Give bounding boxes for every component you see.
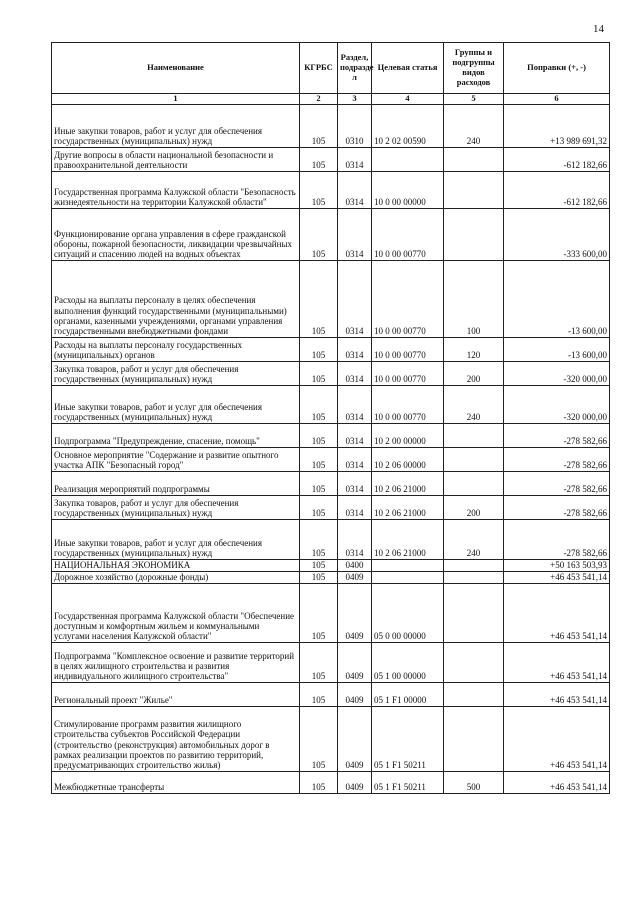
row-kgrbs: 105 [300,471,338,495]
row-amount: +50 163 503,93 [504,559,610,571]
row-kgrbs: 105 [300,559,338,571]
row-article: 05 1 F1 50211 [372,771,444,793]
table-body [52,104,610,793]
row-section: 0409 [338,771,372,793]
row-section: 0409 [338,583,372,642]
page-number: 14 [593,23,604,35]
row-kgrbs: 105 [300,423,338,447]
table-row [52,260,610,337]
header-amount: Поправки (+, -) [504,43,610,94]
header-kgrbs: КГРБС [300,43,338,94]
row-article: 10 0 00 00770 [372,260,444,337]
table-row [52,571,610,583]
table-row [52,447,610,471]
row-article: 10 2 06 00000 [372,447,444,471]
header-group: Группы и подгруппы видов расходов [444,43,504,94]
row-group [444,171,504,208]
row-name: Иные закупки товаров, работ и услуг для обеспечения государственных (муниципальных) нужд [52,104,300,147]
row-article: 05 1 00 00000 [372,642,444,682]
row-kgrbs: 105 [300,571,338,583]
row-group [444,706,504,771]
row-group [444,682,504,706]
row-article: 05 0 00 00000 [372,583,444,642]
header-name: Наименование [52,43,300,94]
row-section: 0314 [338,447,372,471]
row-amount: +46 453 541,14 [504,682,610,706]
row-amount: -278 582,66 [504,447,610,471]
row-kgrbs: 105 [300,447,338,471]
row-group [444,471,504,495]
row-name: Региональный проект "Жилье" [52,682,300,706]
row-name: Другие вопросы в области национальной безопасности и правоохранительной деятельности [52,147,300,171]
row-section: 0310 [338,104,372,147]
row-amount: -612 182,66 [504,147,610,171]
row-name: Закупка товаров, работ и услуг для обеспечения государственных (муниципальных) нужд [52,361,300,385]
row-section: 0314 [338,147,372,171]
header-section: Раздел, подразде л [338,43,372,94]
budget-table [51,42,610,794]
row-name: Государственная программа Калужской области "Безопасность жизнедеятельности на территории Калужской области" [52,171,300,208]
row-amount: -320 000,00 [504,385,610,423]
table-row [52,642,610,682]
row-amount: -320 000,00 [504,361,610,385]
row-kgrbs: 105 [300,771,338,793]
row-amount: -278 582,66 [504,495,610,519]
row-group [444,571,504,583]
row-group: 120 [444,337,504,361]
row-name: Подпрограмма "Предупреждение, спасение, помощь" [52,423,300,447]
column-number-row [52,94,610,105]
table-row [52,471,610,495]
table-row [52,682,610,706]
row-amount: +46 453 541,14 [504,771,610,793]
row-section: 0409 [338,682,372,706]
row-amount: -278 582,66 [504,471,610,495]
header-article: Целевая статья [372,43,444,94]
row-amount: -333 600,00 [504,208,610,260]
row-name: Межбюджетные трансферты [52,771,300,793]
row-kgrbs: 105 [300,361,338,385]
column-number: 6 [504,94,610,105]
row-article: 10 2 06 21000 [372,471,444,495]
row-kgrbs: 105 [300,642,338,682]
row-section: 0409 [338,706,372,771]
row-section: 0314 [338,208,372,260]
row-section: 0314 [338,361,372,385]
table-row [52,519,610,559]
row-section: 0314 [338,495,372,519]
row-article [372,559,444,571]
row-amount: +46 453 541,14 [504,642,610,682]
table-row [52,771,610,793]
row-name: Реализация мероприятий подпрограммы [52,471,300,495]
row-article: 10 0 00 00770 [372,208,444,260]
row-kgrbs: 105 [300,171,338,208]
row-group: 240 [444,104,504,147]
row-name: Расходы на выплаты персоналу в целях обеспечения выполнения функций государственными (муниципальными) органами, казенными учреждениями, органами управления государственными внебюджетными фондами [52,260,300,337]
row-group [444,147,504,171]
row-name: Функционирование органа управления в сфере гражданской обороны, пожарной безопасности, ликвидации чрезвычайных ситуаций и спасению людей на водных объектах [52,208,300,260]
row-section: 0314 [338,171,372,208]
row-article: 10 2 02 00590 [372,104,444,147]
row-section: 0409 [338,571,372,583]
row-group [444,583,504,642]
row-group: 500 [444,771,504,793]
row-group [444,423,504,447]
table-row [52,495,610,519]
row-group [444,559,504,571]
row-group: 200 [444,361,504,385]
row-name: Дорожное хозяйство (дорожные фонды) [52,571,300,583]
row-article: 10 0 00 00770 [372,385,444,423]
row-amount: +13 989 691,32 [504,104,610,147]
column-number: 4 [372,94,444,105]
table-row [52,385,610,423]
row-group [444,208,504,260]
row-name: Иные закупки товаров, работ и услуг для обеспечения государственных (муниципальных) нужд [52,519,300,559]
row-group [444,642,504,682]
row-name: Основное мероприятие "Содержание и развитие опытного участка АПК "Безопасный город" [52,447,300,471]
row-article: 10 2 06 21000 [372,519,444,559]
row-amount: -278 582,66 [504,423,610,447]
row-article: 05 1 F1 00000 [372,682,444,706]
table-row [52,171,610,208]
column-number: 5 [444,94,504,105]
row-article: 10 2 00 00000 [372,423,444,447]
row-article: 05 1 F1 50211 [372,706,444,771]
row-section: 0314 [338,337,372,361]
row-kgrbs: 105 [300,260,338,337]
row-section: 0314 [338,423,372,447]
row-amount: +46 453 541,14 [504,706,610,771]
row-article [372,147,444,171]
row-amount: -612 182,66 [504,171,610,208]
row-name: НАЦИОНАЛЬНАЯ ЭКОНОМИКА [52,559,300,571]
row-article: 10 0 00 00770 [372,361,444,385]
row-kgrbs: 105 [300,706,338,771]
row-group: 240 [444,385,504,423]
column-number: 1 [52,94,300,105]
table-row [52,208,610,260]
row-kgrbs: 105 [300,495,338,519]
row-name: Государственная программа Калужской области "Обеспечение доступным и комфортным жильем и коммунальными услугами населения Калужской области" [52,583,300,642]
row-name: Расходы на выплаты персоналу государственных (муниципальных) органов [52,337,300,361]
table-row [52,423,610,447]
row-amount: -13 600,00 [504,337,610,361]
row-amount: +46 453 541,14 [504,571,610,583]
table-row [52,559,610,571]
row-kgrbs: 105 [300,385,338,423]
row-article: 10 0 00 00770 [372,337,444,361]
row-article [372,571,444,583]
row-section: 0314 [338,385,372,423]
row-kgrbs: 105 [300,147,338,171]
row-name: Подпрограмма "Комплексное освоение и развитие территорий в целях жилищного строительства и развития индивидуального жилищного строительства" [52,642,300,682]
row-section: 0409 [338,642,372,682]
row-section: 0314 [338,260,372,337]
table-row [52,361,610,385]
table-row [52,147,610,171]
row-kgrbs: 105 [300,682,338,706]
row-kgrbs: 105 [300,337,338,361]
table-row [52,337,610,361]
row-amount: -13 600,00 [504,260,610,337]
row-name: Стимулирование программ развития жилищного строительства субъектов Российской Федерации (строительство (реконструкция) автомобильных дорог в рамках реализации проектов по развитию территорий, предусматривающих строительство жилья) [52,706,300,771]
row-kgrbs: 105 [300,104,338,147]
row-section: 0314 [338,471,372,495]
row-article: 10 0 00 00000 [372,171,444,208]
row-group [444,447,504,471]
column-number: 3 [338,94,372,105]
row-group: 240 [444,519,504,559]
row-group: 200 [444,495,504,519]
table-header-row [52,43,610,94]
row-kgrbs: 105 [300,519,338,559]
row-section: 0314 [338,519,372,559]
row-kgrbs: 105 [300,583,338,642]
row-article: 10 2 06 21000 [372,495,444,519]
row-name: Закупка товаров, работ и услуг для обеспечения государственных (муниципальных) нужд [52,495,300,519]
table-row [52,583,610,642]
table-row [52,706,610,771]
table-row [52,104,610,147]
column-number: 2 [300,94,338,105]
row-kgrbs: 105 [300,208,338,260]
row-group: 100 [444,260,504,337]
row-name: Иные закупки товаров, работ и услуг для обеспечения государственных (муниципальных) нужд [52,385,300,423]
row-section: 0400 [338,559,372,571]
row-amount: -278 582,66 [504,519,610,559]
row-amount: +46 453 541,14 [504,583,610,642]
